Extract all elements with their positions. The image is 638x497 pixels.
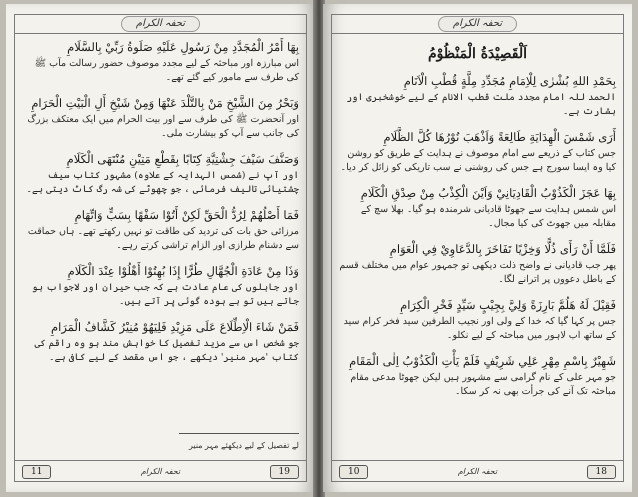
- poem-heading: اَلْقَصِيْدَةُ الْمَنْظُوْمُ: [427, 46, 528, 62]
- running-header: [14, 14, 307, 34]
- verse-line: بِحَمْدِ اللهِ بُشْرٰى لِلْاِمَامِ مُجَدِّدِ مِلَّةٍ قُطْبِ الْاَنَامِ: [403, 74, 616, 88]
- footnote: لے تفصیل کے لیے دیکھئے مہر منیر: [188, 441, 299, 450]
- verse-line: بِهَا عَجَزَ الْكَذُوْبُ الْقَادِيَانِيْ وَاَيْنَ الْكِذْبُ مِنْ صِدْقِ الْكَلَامِ: [360, 186, 616, 200]
- verse-translation: اس شمس ہدایت سے جھوٹا قادیانی شرمندہ ہو گیا۔ بھلا سچ کے مقابلہ میں جھوٹ کی کیا مجال۔: [360, 204, 616, 229]
- page-number-inner: 19: [270, 465, 299, 479]
- page-number: 11: [22, 465, 51, 479]
- header-title: تحفہ الکرام: [438, 16, 517, 32]
- verse-line: فَمَا أَصْلُهُمْ لِرُدُّ الْحَقِّ لَكِنْ أَتُوْا سَفْهًا بِسَبٍّ وَاتِّهَامِ: [74, 208, 299, 222]
- footer-title: تحفہ الکرام: [140, 467, 181, 476]
- page-number: 10: [339, 465, 368, 479]
- footer-title: تحفہ الکرام: [457, 467, 498, 476]
- verse-translation: اور آپ نے (شمس الہدایہ کے علاوہ) مشہور کتاب سیف چشتیائی تالیف فرمائی ، جو چھوٹے کی شہ رگ کاٹ دیتی ہے۔: [26, 170, 299, 195]
- verse-translation: پھر جب قادیانی نے واضح ذلت دیکھی تو جمہور عوام میں مختلف قسم کے باطل دعووں پر اترانے لگا۔: [339, 260, 616, 285]
- verse-translation: اور جاہلوں کی عام عادت ہے کہ جب حیران اور لاجواب ہو جاتے ہیں تو بے ہودہ گوئی پر آتے ہیں۔: [31, 282, 299, 307]
- verse-translation: جو مہر علی کے نام گرامی سے مشہور ہیں لیکن جھوٹا مدعی مقام مباحثہ تک آنے کی جرأت بھی نہ کر سکا۔: [350, 372, 616, 397]
- verse-translation: جو شخص اس سے مزید تفصیل کا خواہش مند ہو وہ راقم کی کتاب 'مہر منیر' دیکھے ، جو اس مقصد کے لیے کافی ہے۔: [34, 338, 299, 363]
- right-page: [323, 4, 632, 492]
- page-footer: [14, 460, 307, 482]
- verse-line: شَهِيْرٌ بِاسْمِ مِهْرِ عَلِي شَرِيْفٍ فَلَمْ يَأْتِ الْكَذُوْبُ اِلٰى الْمَقَامِ: [349, 354, 616, 368]
- verse-line: فَلَمَّا أَنْ رَأَى ذُلًّا وَخِزْيًا تَفَاخَرَ بِالدَّعَاوِيْ فِي الْعَوَامِ: [389, 242, 616, 256]
- verse-translation: الحمد للہ امام مجدد ملت قطب الانام کے لیے خوشخبری اور بشارت ہے۔: [346, 92, 616, 117]
- verse-translation: مرزائی حق بات کی تردید کی طاقت تو نہیں رکھتے تھے۔ ہاں حماقت سے دشنام طرازی اور الزام تراشی کرتے رہے۔: [27, 226, 299, 251]
- left-page: [6, 4, 315, 492]
- verse-line: أَرَى شَمْسَ الْهِدَايَةِ طَالِعَةً وَاَذْهَبَ نُوْرُهَا كُلَّ الظَّلَامِ: [383, 130, 616, 144]
- header-title: تحفہ الکرام: [121, 16, 200, 32]
- footnote-rule: [179, 433, 299, 434]
- verse-line: وَصَنَّفَ سَيْفَ جِشْتِيَّةِ كِتَابًا بِقَطْعِ مَتِيْنِ مُنْتَهَى الْكَلَامِ: [66, 152, 299, 166]
- verse-line: وَبَحْرُ مِنَ الشَّيْخِ مَنْ بِالتَّلْدَ عَنْهَا وَمِنْ شَيْخِ أَلِ الْبَيْتِ الْحَرَامِ: [31, 96, 299, 110]
- verse-translation: اور آنحضرت ﷺ کی طرف سے اور بیت الحرام میں ایک معتکف بزرگ کی جانب سے آپ کو بیشارت ملی۔: [27, 114, 299, 139]
- page-number-inner: 18: [587, 465, 616, 479]
- verse-line: فَقِيْلَ لَهُ هَلُمَّ بَارِزَةً وَلِيَّ بِجِيْبٍ سَيِّدٍ فَخْرِ الْكِرَامِ: [400, 298, 616, 312]
- verse-translation: جس پر کہا گیا کہ خدا کے ولی اور نجیب الطرفین سید فخر کرام سید کے ساتھ اب لاہور میں مباحثہ کے لیے نکلو۔: [343, 316, 616, 341]
- verse-translation: جس کتاب کے ذریعے سے امام موصوف نے ہدایت کے طریق کو روشن کیا وہ ایسا سورج ہے جس کی روشنی نے سب تاریکی کو زائل کر دیا۔: [340, 148, 616, 173]
- page-footer: [331, 460, 624, 482]
- verse-translation: اس مبارزہ اور مباحثہ کے لیے مجدد موصوف حضور رسالت مآب ﷺ کی طرف سے مامور کیے گئے تھے۔: [34, 58, 299, 83]
- text-body: [22, 38, 299, 458]
- verse-line: بِهَا أَمْرُ الْمُجَدَّدِ مِنْ رَسُولِ عَلَيْهِ صَلَوةُ رَبِّيْ بِالسَّلَامِ: [67, 40, 299, 54]
- verse-line: وَذَا مِنْ عَادَةِ الْجُهَّالِ طُرًّا إِذَا بُهِتُوْا أَهْلُوْا عِنْدَ الْكَلَامِ: [67, 264, 299, 278]
- verse-line: فَمَنْ شَاءَ الْاِطِّلَاعَ عَلَى مَزِيْدِ فَلِيَهُوْ مُنِيْرُ كَشَّافُ الْمَرَامِ: [51, 320, 299, 334]
- running-header: [331, 14, 624, 34]
- text-body: [339, 38, 616, 458]
